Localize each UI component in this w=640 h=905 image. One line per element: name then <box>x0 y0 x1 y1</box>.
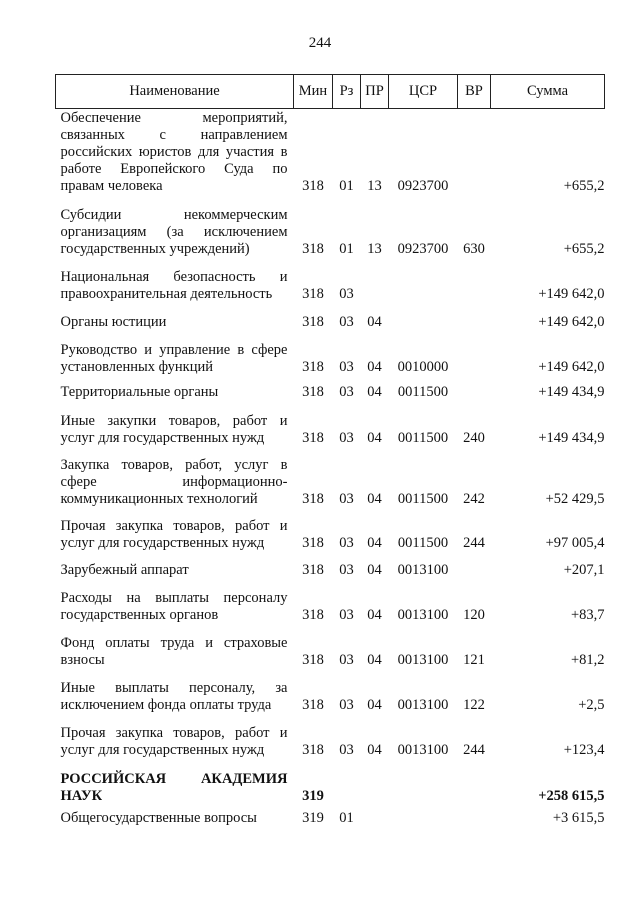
row-name <box>56 331 294 376</box>
table-row <box>56 669 605 714</box>
table-row <box>56 376 605 401</box>
row-min: 318 <box>302 697 324 713</box>
row-name-line: организациям (за исключением <box>60 224 288 240</box>
header-csr: ЦСР <box>389 75 458 109</box>
row-vr: 244 <box>463 742 485 758</box>
row-name <box>56 508 294 552</box>
row-name-line: государственных органов <box>60 607 219 623</box>
row-pr: 04 <box>367 314 382 330</box>
row-csr: 0011500 <box>397 384 449 400</box>
row-csr: 0923700 <box>397 241 449 257</box>
row-min: 318 <box>302 241 324 257</box>
row-min: 318 <box>302 652 324 668</box>
row-csr: 0011500 <box>397 535 449 551</box>
row-sum: +149 434,9 <box>538 384 605 400</box>
row-name-line: Зарубежный аппарат <box>60 562 189 578</box>
table-row <box>56 258 605 303</box>
table-row <box>56 109 605 196</box>
row-rz: 03 <box>339 430 354 446</box>
row-sum: +655,2 <box>563 178 605 194</box>
row-name <box>56 401 294 447</box>
table-row <box>56 759 605 805</box>
row-sum: +2,5 <box>578 697 605 713</box>
header-min: Мин <box>294 75 333 109</box>
row-sum: +149 642,0 <box>538 314 605 330</box>
row-pr: 04 <box>367 359 382 375</box>
row-pr: 04 <box>367 742 382 758</box>
table-row <box>56 508 605 552</box>
row-csr: 0013100 <box>397 562 449 578</box>
row-name-line: Иные закупки товаров, работ и <box>60 413 288 429</box>
row-vr: 244 <box>463 535 485 551</box>
row-vr: 122 <box>463 697 485 713</box>
row-min: 318 <box>302 430 324 446</box>
row-name <box>56 759 294 805</box>
row-csr <box>389 759 458 805</box>
row-name-line: Прочая закупка товаров, работ и <box>60 518 288 534</box>
row-rz: 03 <box>339 286 354 302</box>
row-name-line: услуг для государственных нужд <box>60 535 265 551</box>
row-vr: 240 <box>463 430 485 446</box>
header-name: Наименование <box>56 75 294 109</box>
row-rz: 03 <box>339 359 354 375</box>
row-csr: 0013100 <box>397 652 449 668</box>
row-vr <box>458 331 491 376</box>
table-row <box>56 331 605 376</box>
row-csr: 0011500 <box>397 430 449 446</box>
row-name-line: НАУК <box>60 788 103 804</box>
row-vr <box>458 109 491 196</box>
row-csr <box>389 258 458 303</box>
row-vr <box>458 759 491 805</box>
row-name <box>56 669 294 714</box>
row-name <box>56 303 294 331</box>
row-name-line: Руководство и управление в сфере <box>60 342 288 358</box>
row-rz: 03 <box>339 562 354 578</box>
row-name-line: Фонд оплаты труда и страховые <box>60 635 288 651</box>
header-sum: Сумма <box>491 75 605 109</box>
row-pr: 04 <box>367 562 382 578</box>
row-min: 318 <box>302 491 324 507</box>
row-vr <box>458 258 491 303</box>
row-name <box>56 109 294 196</box>
row-rz: 01 <box>339 241 354 257</box>
row-name-line: Иные выплаты персоналу, за <box>60 680 288 696</box>
row-rz: 03 <box>339 491 354 507</box>
row-name <box>56 624 294 669</box>
row-min: 319 <box>302 810 324 826</box>
row-name-line: Общегосударственные вопросы <box>60 810 257 826</box>
row-sum: +149 642,0 <box>538 359 605 375</box>
row-rz: 03 <box>339 384 354 400</box>
table-row <box>56 401 605 447</box>
row-sum: +97 005,4 <box>545 535 605 551</box>
row-name-line: Прочая закупка товаров, работ и <box>60 725 288 741</box>
row-vr <box>458 303 491 331</box>
row-sum: +258 615,5 <box>538 788 605 804</box>
table-row <box>56 714 605 759</box>
row-name-line: Обеспечение мероприятий, <box>60 110 288 126</box>
row-sum: +81,2 <box>570 652 605 668</box>
row-csr: 0013100 <box>397 607 449 623</box>
row-csr: 0013100 <box>397 742 449 758</box>
row-pr: 04 <box>367 697 382 713</box>
row-name-line: Расходы на выплаты персоналу <box>60 590 288 606</box>
row-name-line: коммуникационных технологий <box>60 491 258 507</box>
table-row <box>56 303 605 331</box>
row-rz: 03 <box>339 652 354 668</box>
row-name <box>56 195 294 258</box>
table-row <box>56 195 605 258</box>
row-name-line: исключением фонда оплаты труда <box>60 697 272 713</box>
row-csr <box>389 303 458 331</box>
header-vr: ВР <box>458 75 491 109</box>
row-csr: 0923700 <box>397 178 449 194</box>
table-row <box>56 447 605 508</box>
row-rz: 03 <box>339 742 354 758</box>
row-min: 318 <box>302 178 324 194</box>
row-name-line: Органы юстиции <box>60 314 167 330</box>
row-min: 318 <box>302 314 324 330</box>
row-pr: 04 <box>367 535 382 551</box>
row-rz: 01 <box>339 810 354 826</box>
row-name-line: услуг для государственных нужд <box>60 430 265 446</box>
row-vr <box>458 552 491 579</box>
budget-table <box>55 74 605 827</box>
row-name-line: правам человека <box>60 178 163 194</box>
row-vr: 121 <box>463 652 485 668</box>
table-row <box>56 552 605 579</box>
row-pr <box>361 759 389 805</box>
table-header-row <box>56 75 605 109</box>
row-name-line: работе Европейского Суда по <box>60 161 288 177</box>
row-name-line: РОССИЙСКАЯ АКАДЕМИЯ <box>60 771 288 787</box>
row-name <box>56 805 294 827</box>
row-name-line: установленных функций <box>60 359 213 375</box>
table-row <box>56 624 605 669</box>
row-name-line: сфере информационно- <box>60 474 288 490</box>
row-rz: 03 <box>339 607 354 623</box>
row-name-line: Субсидии некоммерческим <box>60 207 288 223</box>
row-rz <box>333 759 361 805</box>
row-sum: +123,4 <box>563 742 605 758</box>
row-name-line: услуг для государственных нужд <box>60 742 265 758</box>
row-min: 318 <box>302 562 324 578</box>
row-sum: +207,1 <box>563 562 605 578</box>
row-vr <box>458 376 491 401</box>
row-min: 318 <box>302 359 324 375</box>
row-min: 318 <box>302 742 324 758</box>
row-pr: 04 <box>367 384 382 400</box>
row-name <box>56 376 294 401</box>
row-pr: 04 <box>367 491 382 507</box>
row-min: 318 <box>302 607 324 623</box>
row-csr: 0010000 <box>397 359 449 375</box>
row-pr: 04 <box>367 652 382 668</box>
row-sum: +149 434,9 <box>538 430 605 446</box>
row-pr <box>361 805 389 827</box>
row-name-line: правоохранительная деятельность <box>60 286 273 302</box>
row-name-line: государственных учреждений) <box>60 241 250 257</box>
header-pr: ПР <box>361 75 389 109</box>
row-rz: 03 <box>339 535 354 551</box>
row-csr: 0011500 <box>397 491 449 507</box>
row-name <box>56 447 294 508</box>
row-min: 318 <box>302 384 324 400</box>
row-name <box>56 714 294 759</box>
row-rz: 03 <box>339 314 354 330</box>
row-name-line: Национальная безопасность и <box>60 269 288 285</box>
row-name <box>56 579 294 624</box>
table-body <box>56 109 605 828</box>
row-sum: +655,2 <box>563 241 605 257</box>
row-csr <box>389 805 458 827</box>
row-pr: 04 <box>367 430 382 446</box>
row-pr <box>361 258 389 303</box>
row-pr: 13 <box>367 241 382 257</box>
row-min: 318 <box>302 286 324 302</box>
row-vr: 630 <box>463 241 485 257</box>
row-vr: 242 <box>463 491 485 507</box>
row-rz: 03 <box>339 697 354 713</box>
row-name-line: взносы <box>60 652 105 668</box>
row-pr: 04 <box>367 607 382 623</box>
page-number: 244 <box>308 35 332 51</box>
row-min: 318 <box>302 535 324 551</box>
row-name <box>56 552 294 579</box>
header-rz: Рз <box>333 75 361 109</box>
table-row <box>56 579 605 624</box>
row-vr: 120 <box>463 607 485 623</box>
row-pr: 13 <box>367 178 382 194</box>
row-name <box>56 258 294 303</box>
table-row <box>56 805 605 827</box>
row-name-line: связанных с направлением <box>60 127 288 143</box>
row-name-line: Территориальные органы <box>60 384 219 400</box>
row-rz: 01 <box>339 178 354 194</box>
row-sum: +83,7 <box>570 607 605 623</box>
row-name-line: Закупка товаров, работ, услуг в <box>60 457 288 473</box>
row-sum: +52 429,5 <box>545 491 605 507</box>
row-sum: +149 642,0 <box>538 286 605 302</box>
row-min: 319 <box>302 788 324 804</box>
row-sum: +3 615,5 <box>552 810 605 826</box>
row-name-line: российских юристов для участия в <box>60 144 288 160</box>
row-vr <box>458 805 491 827</box>
row-csr: 0013100 <box>397 697 449 713</box>
